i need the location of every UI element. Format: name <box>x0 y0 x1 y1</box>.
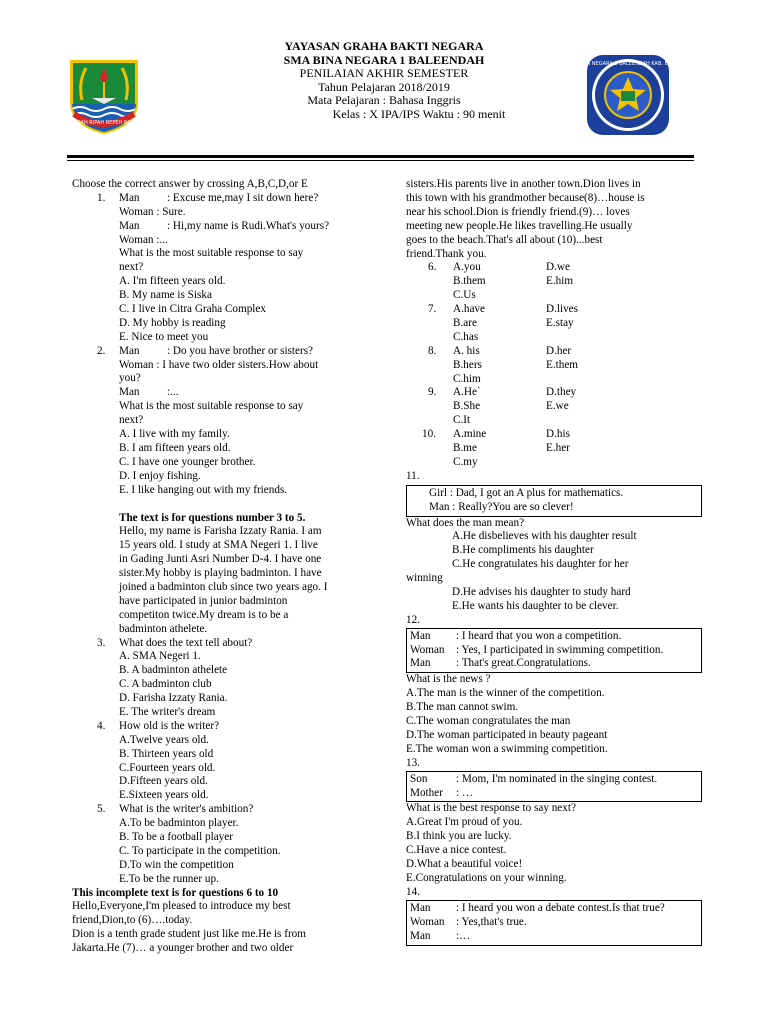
question-number: 12. <box>406 613 420 626</box>
speaker: Man <box>119 344 140 357</box>
passage-line: friend,Dion,to (6)….today. <box>72 914 193 927</box>
dialog-line: : Hi,my name is Rudi.What's yours? <box>167 219 330 232</box>
answer-option-a[interactable]: A. his <box>453 344 480 357</box>
school-name: SMA BINA NEGARA 1 BALEENDAH <box>283 52 485 67</box>
right-logo-ring-text: SMA BINA NEGARA 1 BALEENDAH KAB. BANDUNG <box>565 61 691 67</box>
answer-option-e[interactable]: E.Sixteen years old. <box>119 789 209 802</box>
question-text: What is the best response to say next? <box>406 802 576 815</box>
question-number: 4. <box>97 719 106 732</box>
question-text: How old is the writer? <box>119 719 220 732</box>
answer-option-d[interactable]: D.her <box>546 344 572 357</box>
passage-line: Dion is a tenth grade student just like me.He is from <box>72 928 306 941</box>
answer-option-c[interactable]: C.The woman congratulates the man <box>406 715 571 728</box>
answer-option-d[interactable]: D. Farisha Izzaty Rania. <box>119 692 228 705</box>
answer-option-a[interactable]: A.mine <box>453 428 487 441</box>
answer-option-c[interactable]: C.my <box>453 455 478 468</box>
dialog-box <box>406 628 702 674</box>
answer-option-a[interactable]: A.He` <box>453 386 481 399</box>
question-text: What is the writer's ambition? <box>119 803 254 816</box>
passage-line: near his school.Dion is friendly friend.(9)… loves <box>406 205 630 218</box>
answer-option-b[interactable]: B.hers <box>453 358 482 371</box>
answer-option-e[interactable]: E. I like hanging out with my friends. <box>119 483 288 496</box>
question-9 <box>406 386 706 428</box>
dialog-line: : … <box>456 786 474 799</box>
academic-year: Tahun Pelajaran 2018/2019 <box>318 79 450 94</box>
answer-option-c[interactable]: C.has <box>453 330 479 343</box>
question-13 <box>406 757 706 886</box>
answer-option-a[interactable]: A.have <box>453 303 485 316</box>
question-number: 9. <box>428 386 437 399</box>
answer-option-d[interactable]: D.lives <box>546 303 579 316</box>
answer-option-e[interactable]: E.He wants his daughter to be clever. <box>452 599 619 612</box>
foundation-name: YAYASAN GRAHA BAKTI NEGARA <box>284 39 484 53</box>
speaker: Woman <box>410 643 445 656</box>
instruction: Choose the correct answer by crossing A,B,C,D,or E <box>72 178 308 190</box>
answer-option-e[interactable]: E.them <box>546 358 579 371</box>
document-header <box>0 40 768 121</box>
dialog-line: : Mom, I'm nominated in the singing contest. <box>456 772 658 785</box>
answer-option-c[interactable]: C.It <box>453 414 471 427</box>
answer-option-c[interactable]: C. A badminton club <box>119 678 212 691</box>
dialog-box <box>406 771 702 803</box>
dialog-line: Woman : Sure. <box>119 205 186 218</box>
question-number: 7. <box>428 303 437 316</box>
question-number: 11. <box>406 469 420 482</box>
passage-line: badminton athelete. <box>119 622 208 635</box>
passage-line: Hello,Everyone,I'm pleased to introduce my best <box>72 900 291 913</box>
speaker: Man <box>410 657 431 670</box>
question-text: What does the man mean? <box>406 516 525 529</box>
dialog-line: : That's great.Congratulations. <box>456 657 591 670</box>
passage-line: competiton twice.My dream is to be a <box>119 608 289 621</box>
question-7 <box>406 303 706 345</box>
header-rule-thin <box>67 160 694 161</box>
speaker: Mother <box>410 786 443 799</box>
speaker: Man <box>410 629 431 642</box>
dialog-line: :… <box>456 929 471 942</box>
answer-option-d[interactable]: D.they <box>546 386 577 399</box>
question-14 <box>406 886 706 946</box>
answer-option-e[interactable]: E. The writer's dream <box>119 705 216 718</box>
answer-option-e[interactable]: E.To be the runner up. <box>119 872 219 885</box>
answer-option-e[interactable]: E. Nice to meet you <box>119 330 209 343</box>
exam-title: PENILAIAN AKHIR SEMESTER <box>299 66 469 80</box>
question-number: 3. <box>97 636 106 649</box>
answer-option-b[interactable]: B. I am fifteen years old. <box>119 441 231 454</box>
passage-3-5 <box>72 512 372 637</box>
question-prompt: What is the most suitable response to say <box>119 400 304 413</box>
header-rule-thick <box>67 155 694 158</box>
answer-option-c[interactable]: C. I live in Citra Graha Complex <box>119 303 266 316</box>
answer-option-e[interactable]: E.Congratulations on your winning. <box>406 872 567 885</box>
dialog-line: :... <box>167 386 179 399</box>
question-8 <box>406 345 706 387</box>
answer-option-a[interactable]: A.To be badminton player. <box>119 817 239 830</box>
dialog-line: : Do you have brother or sisters? <box>167 344 314 357</box>
answer-option-c[interactable]: C.Us <box>453 289 476 302</box>
dialog-line: Woman :... <box>119 233 168 246</box>
question-number: 2. <box>97 344 106 357</box>
answer-option-e[interactable]: E.stay <box>546 317 574 329</box>
answer-option-b[interactable]: B. To be a football player <box>119 830 233 843</box>
answer-option-d[interactable]: D.we <box>546 261 570 274</box>
question-prompt: next? <box>119 261 144 274</box>
answer-option-c[interactable]: C. To participate in the competition. <box>119 844 281 857</box>
answer-option-c-continued: winning <box>406 572 443 585</box>
question-6 <box>406 261 706 303</box>
question-10 <box>406 428 706 470</box>
passage-line: friend.Thank you. <box>406 247 487 260</box>
answer-option-b[interactable]: B.them <box>453 275 486 288</box>
answer-option-d[interactable]: D.The woman participated in beauty pageant <box>406 728 608 741</box>
speaker: Woman <box>410 915 445 928</box>
question-4 <box>72 720 372 803</box>
answer-option-b[interactable]: B.are <box>453 317 477 329</box>
question-text: What is the news ? <box>406 673 491 686</box>
question-number: 5. <box>97 803 106 816</box>
question-number: 1. <box>97 191 106 204</box>
passage-6-10-continued <box>406 178 706 261</box>
passage-line: have participated in junior badminton <box>119 594 288 607</box>
answer-option-c[interactable]: C.Have a nice contest. <box>406 844 507 857</box>
speaker: Man <box>410 929 431 942</box>
speaker: Son <box>410 772 428 785</box>
answer-option-c[interactable]: C. I have one younger brother. <box>119 455 256 468</box>
speaker: Man <box>119 386 140 399</box>
dialog-line: : I heard you won a debate contest.Is that true? <box>456 901 665 914</box>
question-2 <box>72 345 372 498</box>
left-logo-motto: GEMAH RIPAH REPEH RAPIH <box>69 120 139 126</box>
passage-heading: This incomplete text is for questions 6 to 10 <box>72 886 279 899</box>
answer-option-c[interactable]: C.He congratulates his daughter for her <box>452 558 629 571</box>
question-1 <box>72 192 372 345</box>
question-11 <box>406 470 706 614</box>
class-time-line: Kelas : X IPA/IPS Waktu : 90 menit <box>332 106 506 121</box>
dialog-box <box>406 900 702 946</box>
answer-option-b[interactable]: B.me <box>453 442 477 455</box>
answer-option-b[interactable]: B. Thirteen years old <box>119 747 214 760</box>
answer-option-a[interactable]: A.Twelve years old. <box>119 733 209 746</box>
answer-option-e[interactable]: E.her <box>546 442 570 455</box>
passage-line: Hello, my name is Farisha Izzaty Rania. I am <box>119 525 322 538</box>
answer-option-e[interactable]: E.The woman won a swimming competition. <box>406 742 608 755</box>
answer-option-b[interactable]: B.He compliments his daughter <box>452 544 594 557</box>
question-number: 10. <box>422 428 436 441</box>
dialog-line: : I heard that you won a competition. <box>456 629 622 642</box>
passage-line: Jakarta.He (7)… a younger brother and two older <box>72 942 294 955</box>
speaker: Man <box>410 901 431 914</box>
question-prompt: next? <box>119 414 144 427</box>
answer-option-d[interactable]: D.He advises his daughter to study hard <box>452 586 631 598</box>
dialog-line: Man : Really?You are so clever! <box>429 500 574 513</box>
answer-option-d[interactable]: D.What a beautiful voice! <box>406 858 523 871</box>
answer-option-a[interactable]: A. I live with my family. <box>119 428 230 441</box>
passage-6-10-start <box>72 887 372 957</box>
answer-option-b[interactable]: B. My name is Siska <box>119 289 212 302</box>
dialog-line: : Excuse me,may I sit down here? <box>167 191 319 204</box>
question-12 <box>406 614 706 757</box>
question-5 <box>72 803 372 886</box>
answer-option-a[interactable]: A.Great I'm proud of you. <box>406 816 523 829</box>
passage-line: in Gading Junti Asri Number D-4. I have one <box>119 553 322 566</box>
answer-option-a[interactable]: A.you <box>453 261 481 274</box>
question-prompt: What is the most suitable response to say <box>119 247 304 260</box>
question-number: 8. <box>428 344 437 357</box>
answer-option-d[interactable]: D. My hobby is reading <box>119 316 226 329</box>
passage-line: goes to the beach.That's all about (10)...best <box>406 233 603 246</box>
left-column <box>72 178 372 956</box>
dialog-line: you? <box>119 372 141 385</box>
answer-option-c[interactable]: C.him <box>453 372 481 385</box>
question-3 <box>72 637 372 720</box>
answer-option-c[interactable]: C.Fourteen years old. <box>119 761 216 774</box>
answer-option-a[interactable]: A.The man is the winner of the competition. <box>406 687 605 700</box>
question-number: 14. <box>406 885 420 898</box>
answer-option-b[interactable]: B. A badminton athelete <box>119 664 228 677</box>
dialog-line: Woman : I have two older sisters.How about <box>119 358 319 371</box>
answer-option-b[interactable]: B.The man cannot swim. <box>406 701 519 714</box>
passage-line: joined a badminton club since two years ago. I <box>119 580 328 593</box>
answer-option-e[interactable]: E.him <box>546 275 574 288</box>
speaker: Man <box>119 191 140 204</box>
question-number: 6. <box>428 261 437 274</box>
dialog-line: : Yes, I participated in swimming competition. <box>456 643 664 656</box>
passage-line: sister.My hobby is playing badminton. I have <box>119 567 322 580</box>
answer-option-d[interactable]: D.his <box>546 428 570 441</box>
answer-option-b[interactable]: B.I think you are lucky. <box>406 830 512 843</box>
answer-option-d[interactable]: D. I enjoy fishing. <box>119 469 201 482</box>
dialog-line: : Yes,that's true. <box>456 915 527 928</box>
dialog-box <box>406 485 702 517</box>
question-number: 13. <box>406 756 420 769</box>
answer-option-e[interactable]: E.we <box>546 400 569 413</box>
answer-option-a[interactable]: A.He disbelieves with his daughter result <box>452 530 637 543</box>
answer-option-d[interactable]: D.Fifteen years old. <box>119 775 208 788</box>
passage-heading: The text is for questions number 3 to 5. <box>119 511 306 524</box>
answer-option-a[interactable]: A. SMA Negeri 1. <box>119 650 201 663</box>
speaker: Man <box>119 219 140 232</box>
dialog-line: Girl : Dad, I got an A plus for mathematics. <box>429 486 624 499</box>
subject-line: Mata Pelajaran : Bahasa Inggris <box>307 93 461 107</box>
answer-option-d[interactable]: D.To win the competition <box>119 858 234 871</box>
answer-option-b[interactable]: B.She <box>453 400 481 413</box>
right-column <box>406 178 706 946</box>
passage-line: meeting new people.He likes travelling.He usually <box>406 219 633 232</box>
passage-line: 15 years old. I study at SMA Negeri 1. I live <box>119 539 318 552</box>
passage-line: this town with his grandmother because(8)…house is <box>406 191 645 204</box>
passage-line: sisters.His parents live in another town.Dion lives in <box>406 178 641 190</box>
answer-option-a[interactable]: A. I'm fifteen years old. <box>119 275 226 288</box>
question-text: What does the text tell about? <box>119 636 253 649</box>
